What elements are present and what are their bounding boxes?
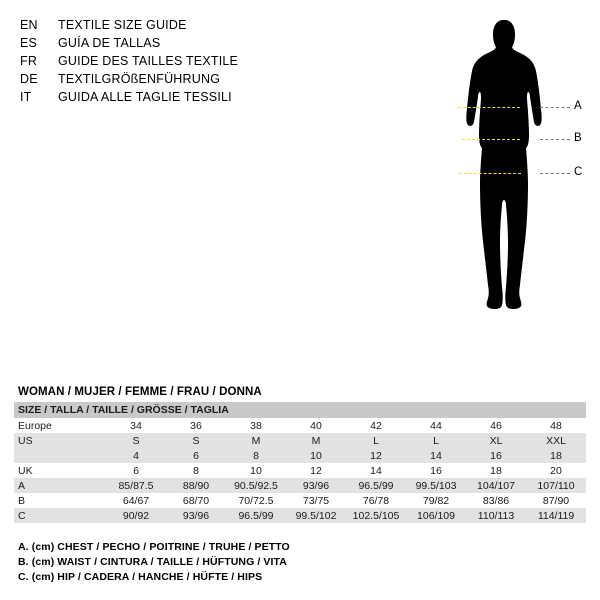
row-label: B bbox=[14, 493, 106, 508]
legend-line-c: C. (cm) HIP / CADERA / HANCHE / HÜFTE / HIPS bbox=[18, 571, 263, 583]
row-cell: 87/90 bbox=[526, 493, 586, 508]
language-title: GUIDE DES TAILLES TEXTILE bbox=[58, 54, 239, 68]
row-cell: 18 bbox=[526, 448, 586, 463]
table-row bbox=[14, 493, 586, 508]
row-cell: 6 bbox=[106, 463, 166, 478]
row-cell: 10 bbox=[286, 448, 346, 463]
row-cell: 90.5/92.5 bbox=[226, 478, 286, 493]
row-cell: XL bbox=[466, 433, 526, 448]
measure-label-b: B bbox=[574, 132, 582, 144]
row-cell: 14 bbox=[346, 463, 406, 478]
row-label: Europe bbox=[14, 418, 106, 433]
row-cell: 76/78 bbox=[346, 493, 406, 508]
row-cell: 96.5/99 bbox=[346, 478, 406, 493]
row-cell: 79/82 bbox=[406, 493, 466, 508]
row-cell: 114/119 bbox=[526, 508, 586, 523]
table-category-title: WOMAN / MUJER / FEMME / FRAU / DONNA bbox=[18, 386, 262, 398]
row-cell: 99.5/103 bbox=[406, 478, 466, 493]
table-row bbox=[14, 418, 586, 433]
row-cell: 110/113 bbox=[466, 508, 526, 523]
row-cell: 83/86 bbox=[466, 493, 526, 508]
language-code: ES bbox=[20, 36, 38, 50]
row-cell: 48 bbox=[526, 418, 586, 433]
row-cell: 14 bbox=[406, 448, 466, 463]
language-row bbox=[20, 16, 400, 34]
row-cell: 93/96 bbox=[166, 508, 226, 523]
size-table-section bbox=[14, 386, 586, 523]
row-cell: 88/90 bbox=[166, 478, 226, 493]
row-cell: 8 bbox=[226, 448, 286, 463]
row-cell: 107/110 bbox=[526, 478, 586, 493]
row-cell: 90/92 bbox=[106, 508, 166, 523]
row-cell: M bbox=[286, 433, 346, 448]
row-cell: 20 bbox=[526, 463, 586, 478]
row-label: UK bbox=[14, 463, 106, 478]
measure-line-b-right bbox=[540, 139, 570, 140]
table-row bbox=[14, 478, 586, 493]
language-title: GUÍA DE TALLAS bbox=[58, 36, 161, 50]
measurement-legend bbox=[18, 540, 578, 585]
row-cell: 10 bbox=[226, 463, 286, 478]
measure-label-a: A bbox=[574, 100, 582, 112]
row-cell: L bbox=[346, 433, 406, 448]
legend-line-a: A. (cm) CHEST / PECHO / POITRINE / TRUHE / PETTO bbox=[18, 541, 290, 553]
row-cell: 99.5/102 bbox=[286, 508, 346, 523]
language-row bbox=[20, 52, 400, 70]
row-cell: S bbox=[106, 433, 166, 448]
row-cell: 46 bbox=[466, 418, 526, 433]
row-cell: 70/72.5 bbox=[226, 493, 286, 508]
row-cell: 102.5/105 bbox=[346, 508, 406, 523]
row-cell: 104/107 bbox=[466, 478, 526, 493]
row-cell: 36 bbox=[166, 418, 226, 433]
language-code: DE bbox=[20, 72, 38, 86]
row-cell: 38 bbox=[226, 418, 286, 433]
measure-line-c-left bbox=[459, 173, 521, 174]
row-label bbox=[14, 448, 106, 463]
measure-label-c: C bbox=[574, 166, 583, 178]
row-cell: 4 bbox=[106, 448, 166, 463]
row-cell: M bbox=[226, 433, 286, 448]
language-row bbox=[20, 34, 400, 52]
row-cell: 96.5/99 bbox=[226, 508, 286, 523]
row-cell: 64/67 bbox=[106, 493, 166, 508]
row-cell: 85/87.5 bbox=[106, 478, 166, 493]
row-cell: 18 bbox=[466, 463, 526, 478]
table-row bbox=[14, 448, 586, 463]
table-row bbox=[14, 508, 586, 523]
row-label: C bbox=[14, 508, 106, 523]
table-row bbox=[14, 433, 586, 448]
row-cell: 93/96 bbox=[286, 478, 346, 493]
row-cell: 8 bbox=[166, 463, 226, 478]
row-label: US bbox=[14, 433, 106, 448]
language-title: TEXTILE SIZE GUIDE bbox=[58, 18, 187, 32]
measure-line-c-right bbox=[540, 173, 570, 174]
language-title-list bbox=[20, 16, 400, 106]
row-cell: 16 bbox=[466, 448, 526, 463]
row-cell: 106/109 bbox=[406, 508, 466, 523]
female-body-figure bbox=[415, 8, 590, 378]
language-code: EN bbox=[20, 18, 38, 32]
row-cell: S bbox=[166, 433, 226, 448]
row-cell: 6 bbox=[166, 448, 226, 463]
row-cell: 42 bbox=[346, 418, 406, 433]
language-code: IT bbox=[20, 90, 32, 104]
language-row bbox=[20, 70, 400, 88]
legend-line-b: B. (cm) WAIST / CINTURA / TAILLE / HÜFTUNG / VITA bbox=[18, 556, 287, 568]
row-label: A bbox=[14, 478, 106, 493]
female-silhouette-icon bbox=[415, 8, 590, 378]
row-cell: 73/75 bbox=[286, 493, 346, 508]
language-code: FR bbox=[20, 54, 38, 68]
table-header-label: SIZE / TALLA / TAILLE / GRÖSSE / TAGLIA bbox=[14, 402, 586, 418]
row-cell: 16 bbox=[406, 463, 466, 478]
row-cell: 12 bbox=[346, 448, 406, 463]
row-cell: 40 bbox=[286, 418, 346, 433]
measure-line-b-left bbox=[462, 139, 520, 140]
table-row bbox=[14, 463, 586, 478]
language-row bbox=[20, 88, 400, 106]
row-cell: 12 bbox=[286, 463, 346, 478]
measure-line-a-right bbox=[540, 107, 570, 108]
language-title: GUIDA ALLE TAGLIE TESSILI bbox=[58, 90, 232, 104]
row-cell: 34 bbox=[106, 418, 166, 433]
language-title: TEXTILGRÖßENFÜHRUNG bbox=[58, 72, 221, 86]
row-cell: L bbox=[406, 433, 466, 448]
row-cell: XXL bbox=[526, 433, 586, 448]
row-cell: 68/70 bbox=[166, 493, 226, 508]
table-header-row bbox=[14, 402, 586, 418]
size-table bbox=[14, 402, 586, 523]
measure-line-a-left bbox=[458, 107, 520, 108]
row-cell: 44 bbox=[406, 418, 466, 433]
